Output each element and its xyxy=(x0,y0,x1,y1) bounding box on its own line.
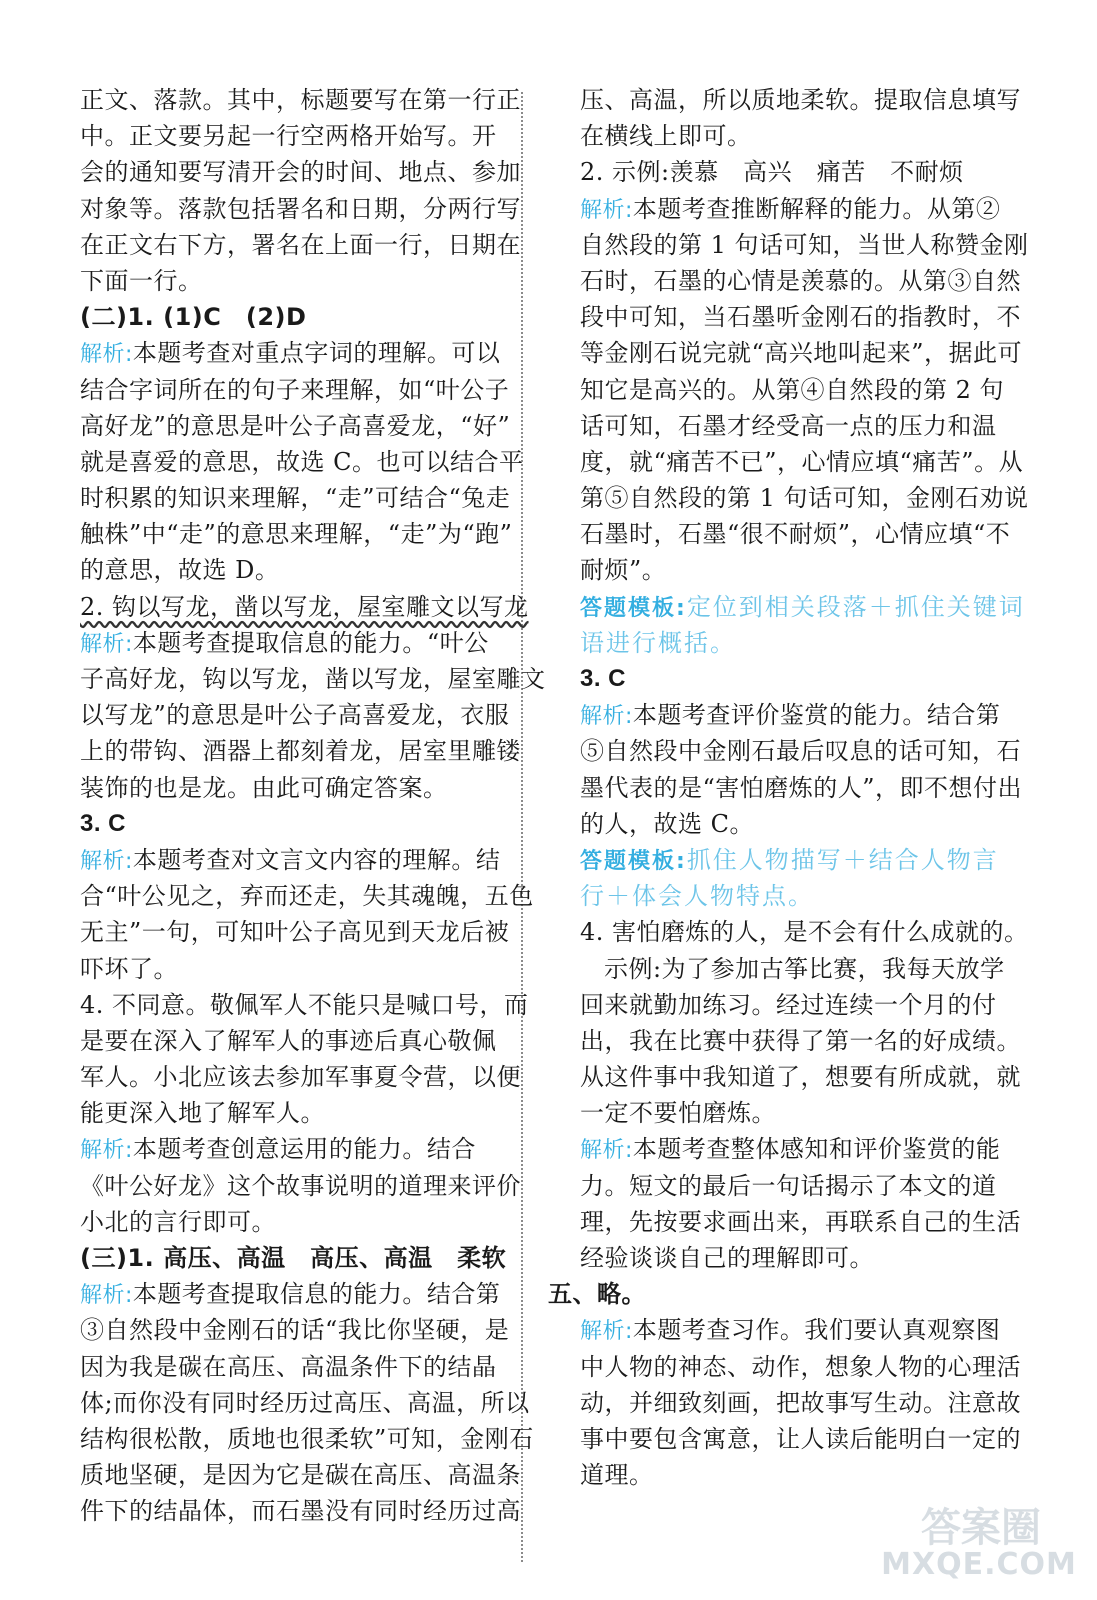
text-line: 结合字词所在的句子来理解，如“叶公子 xyxy=(80,375,510,404)
answer-line: 3. C xyxy=(80,809,127,837)
label-body-text: 本题考查提取信息的能力。结合第 xyxy=(132,1280,501,1309)
text-line: 段中可知，当石墨听金刚石的指教时，不 xyxy=(580,303,1021,332)
analysis-label: 解析: xyxy=(580,1319,633,1345)
label-body-text: 本题考查对重点字词的理解。可以 xyxy=(132,339,501,368)
text-line: 就是喜爱的意思，故选 C。也可以结合平 xyxy=(80,447,524,476)
label-body-text: 本题考查提取信息的能力。“叶公 xyxy=(132,628,489,657)
section-heading: (二)1. (1)C (2)D xyxy=(80,303,307,332)
text-line: 件下的结晶体，而石墨没有同时经历过高 xyxy=(80,1497,521,1526)
answer-template-line xyxy=(580,842,1000,878)
text-line: 一定不要怕磨炼。 xyxy=(580,1099,776,1128)
text-line: 触株”中“走”的意思来理解，“走”为“跑” xyxy=(80,520,513,549)
analysis-label: 解析: xyxy=(80,1138,133,1164)
text-line: 压、高温，所以质地柔软。提取信息填写 xyxy=(580,86,1021,114)
text-line: 时积累的知识来理解，“走”可结合“兔走 xyxy=(80,484,511,513)
text-line: 耐烦”。 xyxy=(580,556,667,585)
text-line: 自然段的第 1 句话可知，当世人称赞金刚 xyxy=(580,230,1029,259)
answer-line: 2. 示例:羡慕 高兴 痛苦 不耐烦 xyxy=(580,158,964,187)
label-body-text: 本题考查对文言文内容的理解。结 xyxy=(132,845,501,874)
text-line: 的人，故选 C。 xyxy=(580,809,754,838)
analysis-label: 解析: xyxy=(80,848,133,874)
text-line: 对象等。落款包括署名和日期，分两行写 xyxy=(80,194,521,223)
answer-template-label: 答题模板: xyxy=(580,848,687,874)
label-body-text: 本题考查推断解释的能力。从第② xyxy=(632,194,1001,223)
text-line: 在正文右下方，署名在上面一行，日期在 xyxy=(80,230,521,259)
text-line: 等金刚石说完就“高兴地叫起来”，据此可 xyxy=(580,339,1023,368)
text-line: 下面一行。 xyxy=(80,266,203,295)
text-line: 示例:为了参加古筝比赛，我每天放学 xyxy=(604,954,1005,983)
text-line: 的意思，故选 D。 xyxy=(80,556,280,585)
watermark-en: MXQE.COM xyxy=(881,1547,1077,1582)
text-line: 是要在深入了解军人的事迹后真心敬佩 xyxy=(80,1026,497,1055)
analysis-label: 解析: xyxy=(80,1283,133,1309)
text-line: 会的通知要写清开会的时间、地点、参加 xyxy=(80,158,521,187)
text-line: 能更深入地了解军人。 xyxy=(80,1099,325,1128)
text-line: 《叶公好龙》这个故事说明的道理来评价 xyxy=(80,1171,521,1200)
analysis-line xyxy=(80,842,500,878)
column-divider xyxy=(521,92,523,1562)
text-line: 道理。 xyxy=(580,1461,654,1490)
text-line: 力。短文的最后一句话揭示了本文的道 xyxy=(580,1171,997,1200)
text-line: 高好龙”的意思是叶公子高喜爱龙，“好” xyxy=(80,411,511,440)
left-column xyxy=(80,82,546,1530)
answer-line: 4. 不同意。敬佩军人不能只是喊口号，而 xyxy=(80,990,529,1019)
text-line: 墨代表的是“害怕磨炼的人”，即不想付出 xyxy=(580,773,1023,802)
text-line: 以写龙”的意思是叶公子高喜爱龙，衣服 xyxy=(80,701,510,730)
text-line: 话可知，石墨才经受高一点的压力和温 xyxy=(580,411,997,440)
text-line: ③自然段中金刚石的话“我比你坚硬，是 xyxy=(80,1316,510,1345)
text-line: 无主”一句，可知叶公子高见到天龙后被 xyxy=(80,918,510,947)
analysis-label: 解析: xyxy=(580,704,633,730)
analysis-label: 解析: xyxy=(80,342,133,368)
text-line: 从这件事中我知道了，想要有所成就，就 xyxy=(580,1063,1021,1092)
analysis-line xyxy=(580,697,1000,733)
text-line: 度，就“痛苦不已”，心情应填“痛苦”。从 xyxy=(580,447,1024,476)
analysis-line xyxy=(80,625,500,661)
text-line: 小北的言行即可。 xyxy=(80,1207,276,1236)
analysis-line xyxy=(80,335,500,371)
label-body-text: 本题考查评价鉴赏的能力。结合第 xyxy=(632,701,1001,730)
text-line: 吓坏了。 xyxy=(80,954,178,983)
text-line: 正文、落款。其中，标题要写在第一行正 xyxy=(80,86,521,114)
text-line: 体;而你没有同时经历过高压、高温，所以 xyxy=(80,1388,530,1417)
text-line: 中人物的神态、动作，想象人物的心理活 xyxy=(580,1352,1021,1381)
section-five-heading: 五、略。 xyxy=(548,1280,646,1309)
analysis-line xyxy=(580,191,1000,227)
text-line: 因为我是碳在高压、高温条件下的结晶 xyxy=(80,1352,497,1381)
label-body-text: 本题考查习作。我们要认真观察图 xyxy=(632,1316,1001,1345)
text-line: 石时，石墨的心情是羡慕的。从第③自然 xyxy=(580,266,1021,295)
watermark-cn: 答案圈 xyxy=(921,1505,1041,1551)
analysis-label: 解析: xyxy=(580,197,633,223)
answer-line: 3. C xyxy=(580,665,627,692)
answer-template-label: 答题模板: xyxy=(580,595,687,621)
label-body-text: 抓住人物描写＋结合人物言 xyxy=(686,845,999,874)
text-line: 质地坚硬，是因为它是碳在高压、高温条 xyxy=(80,1461,521,1490)
text-line: 出，我在比赛中获得了第一名的好成绩。 xyxy=(580,1026,1021,1055)
text-line: 装饰的也是龙。由此可确定答案。 xyxy=(80,773,448,802)
answer-line: 4. 害怕磨炼的人，是不会有什么成就的。 xyxy=(580,918,1029,947)
label-body-text: 定位到相关段落＋抓住关键词 xyxy=(686,592,1025,621)
label-body-text: 本题考查整体感知和评价鉴赏的能 xyxy=(632,1135,1001,1164)
label-body-text: 本题考查创意运用的能力。结合 xyxy=(132,1135,476,1164)
text-line: 在横线上即可。 xyxy=(580,122,752,151)
answer-template-line: 行＋体会人物特点。 xyxy=(580,882,814,911)
text-line: ⑤自然段中金刚石最后叹息的话可知，石 xyxy=(580,737,1021,766)
answer-template-line: 语进行概括。 xyxy=(580,628,736,657)
text-line: 上的带钩、酒器上都刻着龙，居室里雕镂 xyxy=(80,737,521,766)
text-line: 回来就勤加练习。经过连续一个月的付 xyxy=(580,990,997,1019)
text-line: 中。正文要另起一行空两格开始写。开 xyxy=(80,122,497,151)
answer-line: 2. 钩以写龙，凿以写龙，屋室雕文以写龙 xyxy=(80,592,529,621)
section-heading: (三)1. 高压、高温 高压、高温 柔软 xyxy=(80,1244,507,1272)
analysis-label: 解析: xyxy=(80,631,133,657)
analysis-line xyxy=(80,1276,500,1312)
watermark-logo xyxy=(879,1496,1079,1582)
text-line: 军人。小北应该去参加军事夏令营，以便 xyxy=(80,1063,521,1092)
text-line: 事中要包含寓意，让人读后能明白一定的 xyxy=(580,1424,1021,1453)
analysis-line xyxy=(580,1312,1000,1348)
text-line: 结构很松散，质地也很柔软”可知，金刚石 xyxy=(80,1424,534,1453)
text-line: 子高好龙，钩以写龙，凿以写龙，屋室雕文 xyxy=(80,665,546,693)
analysis-label: 解析: xyxy=(580,1138,633,1164)
text-line: 合“叶公见之，弃而还走，失其魂魄，五色 xyxy=(80,882,534,911)
text-line: 第⑤自然段的第 1 句话可知，金刚石劝说 xyxy=(580,484,1029,513)
right-column xyxy=(548,82,1029,1493)
analysis-line xyxy=(580,1131,1000,1167)
text-line: 知它是高兴的。从第④自然段的第 2 句 xyxy=(580,375,1005,404)
answer-template-line xyxy=(580,589,1025,625)
text-line: 动，并细致刻画，把故事写生动。注意故 xyxy=(580,1388,1021,1417)
text-line: 石墨时，石墨“很不耐烦”，心情应填“不 xyxy=(580,520,1011,549)
text-line: 理，先按要求画出来，再联系自己的生活 xyxy=(580,1207,1021,1236)
analysis-line xyxy=(80,1131,500,1167)
text-line: 经验谈谈自己的理解即可。 xyxy=(580,1244,874,1272)
